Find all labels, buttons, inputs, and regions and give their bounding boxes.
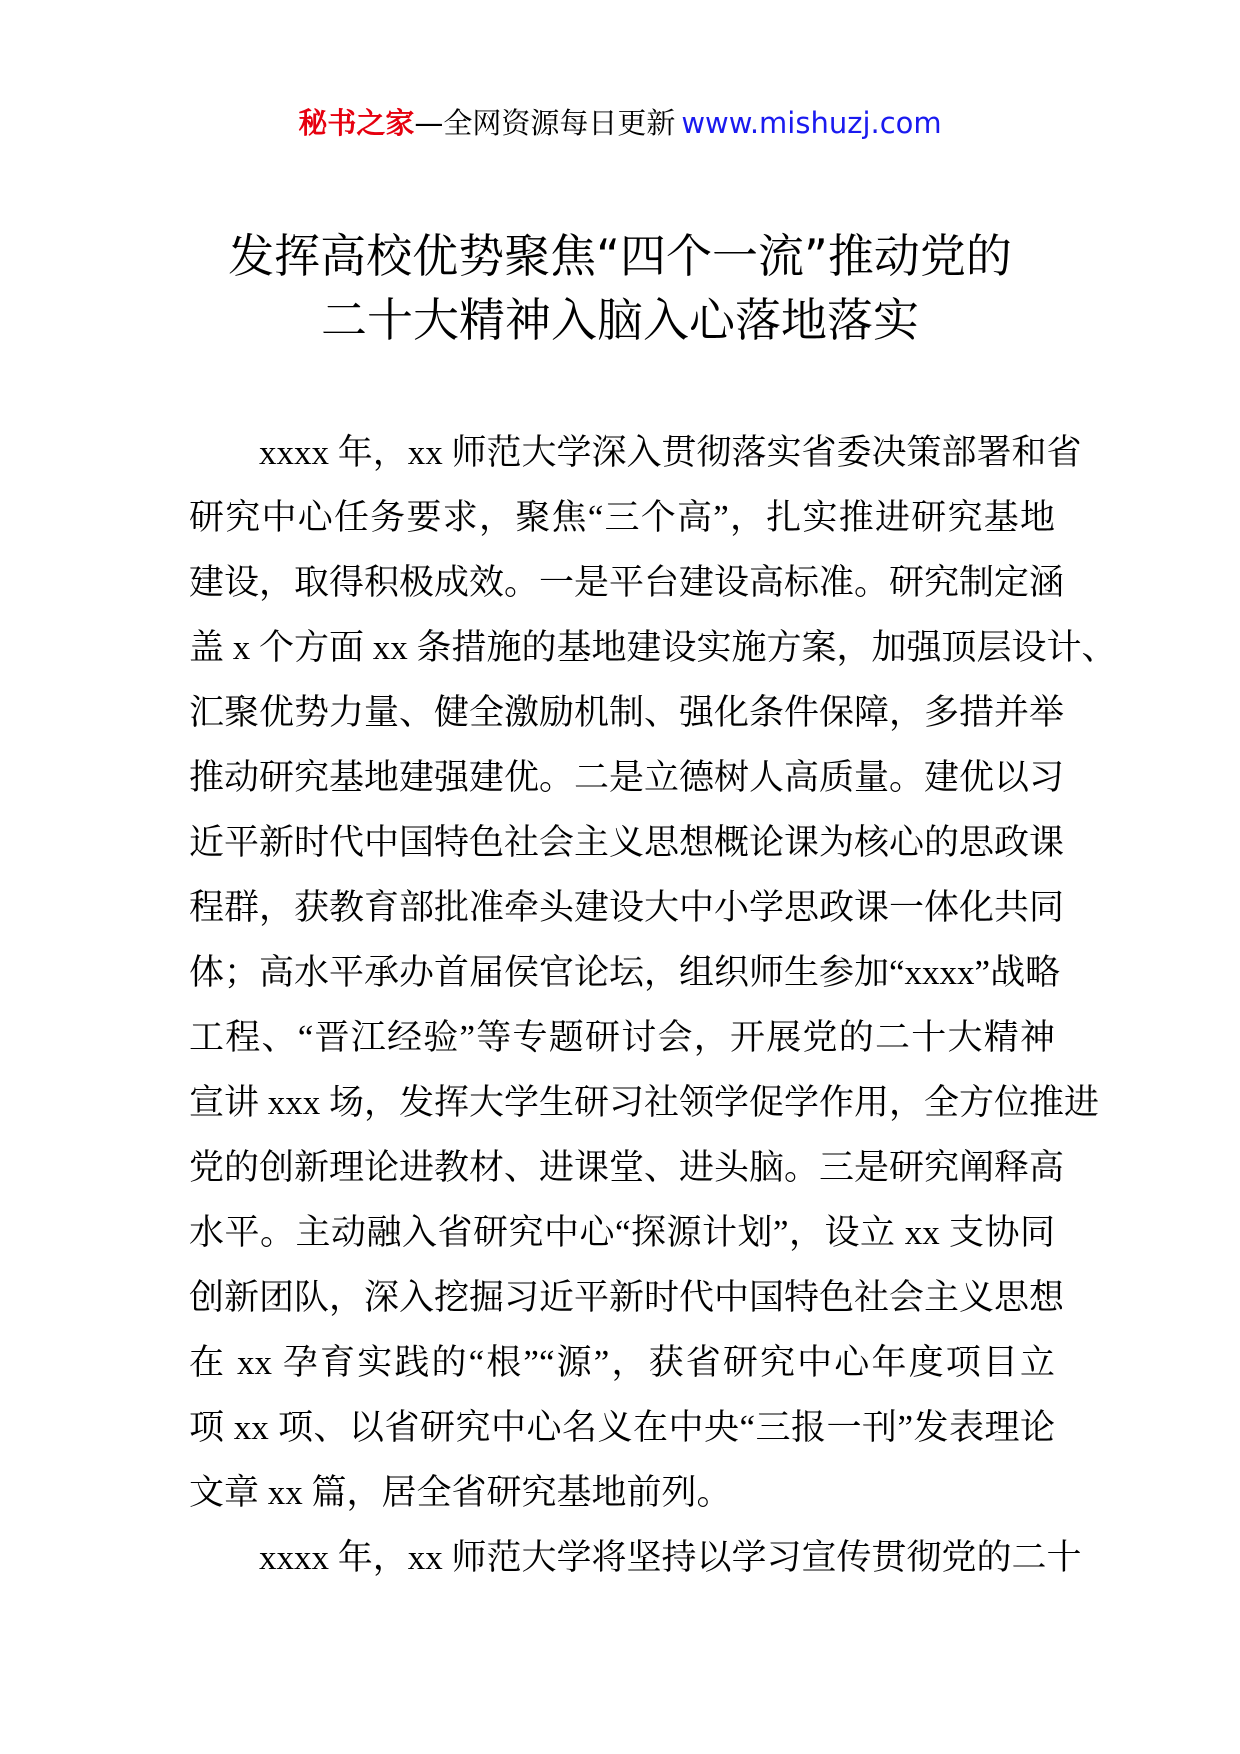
- header-tagline: —全网资源每日更新: [414, 106, 676, 140]
- text-line: 研究中心任务要求，聚焦“三个高”，扎实推进研究基地: [189, 498, 1055, 537]
- document-title: [0, 224, 1240, 352]
- text-line: 体；高水平承办首届侯官论坛，组织师生参加“xxxx”战略: [189, 953, 1061, 992]
- paragraph: [189, 420, 1117, 1525]
- text-line: 在 xx 孕育实践的“根”“源”，获省研究中心年度项目立: [189, 1343, 1055, 1382]
- text-line: 盖 x 个方面 xx 条措施的基地建设实施方案，加强顶层设计、: [189, 628, 1117, 667]
- text-line: 创新团队，深入挖掘习近平新时代中国特色社会主义思想: [189, 1278, 1065, 1317]
- paragraph: [189, 1525, 1082, 1590]
- text-line: 宣讲 xxx 场，发挥大学生研习社领学促学作用，全方位推进: [189, 1083, 1100, 1122]
- text-line: xxxx 年，xx 师范大学深入贯彻落实省委决策部署和省: [259, 433, 1082, 472]
- text-line: 近平新时代中国特色社会主义思想概论课为核心的思政课: [189, 823, 1065, 862]
- text-line: 文章 xx 篇，居全省研究基地前列。: [189, 1473, 732, 1512]
- text-line: 汇聚优势力量、健全激励机制、强化条件保障，多措并举: [189, 693, 1065, 732]
- brand-name: 秘书之家: [298, 106, 415, 140]
- document-body: [189, 420, 1117, 1590]
- text-line: 建设，取得积极成效。一是平台建设高标准。研究制定涵: [189, 563, 1065, 602]
- text-line: 工程、“晋江经验”等专题研讨会，开展党的二十大精神: [189, 1018, 1055, 1057]
- text-line: 党的创新理论进教材、进课堂、进头脑。三是研究阐释高: [189, 1148, 1065, 1187]
- text-line: 推动研究基地建强建优。二是立德树人高质量。建优以习: [189, 758, 1065, 797]
- page-header: [0, 104, 1240, 142]
- text-line: 项 xx 项、以省研究中心名义在中央“三报一刊”发表理论: [189, 1408, 1055, 1447]
- header-url: www.mishuzj.com: [681, 106, 942, 140]
- title-line: 二十大精神入脑入心落地落实: [321, 293, 919, 347]
- text-line: 水平。主动融入省研究中心“探源计划”，设立 xx 支协同: [189, 1213, 1055, 1252]
- text-line: xxxx 年，xx 师范大学将坚持以学习宣传贯彻党的二十: [259, 1538, 1082, 1577]
- title-line: 发挥高校优势聚焦“四个一流”推动党的: [228, 229, 1012, 283]
- text-line: 程群，获教育部批准牵头建设大中小学思政课一体化共同: [189, 888, 1065, 927]
